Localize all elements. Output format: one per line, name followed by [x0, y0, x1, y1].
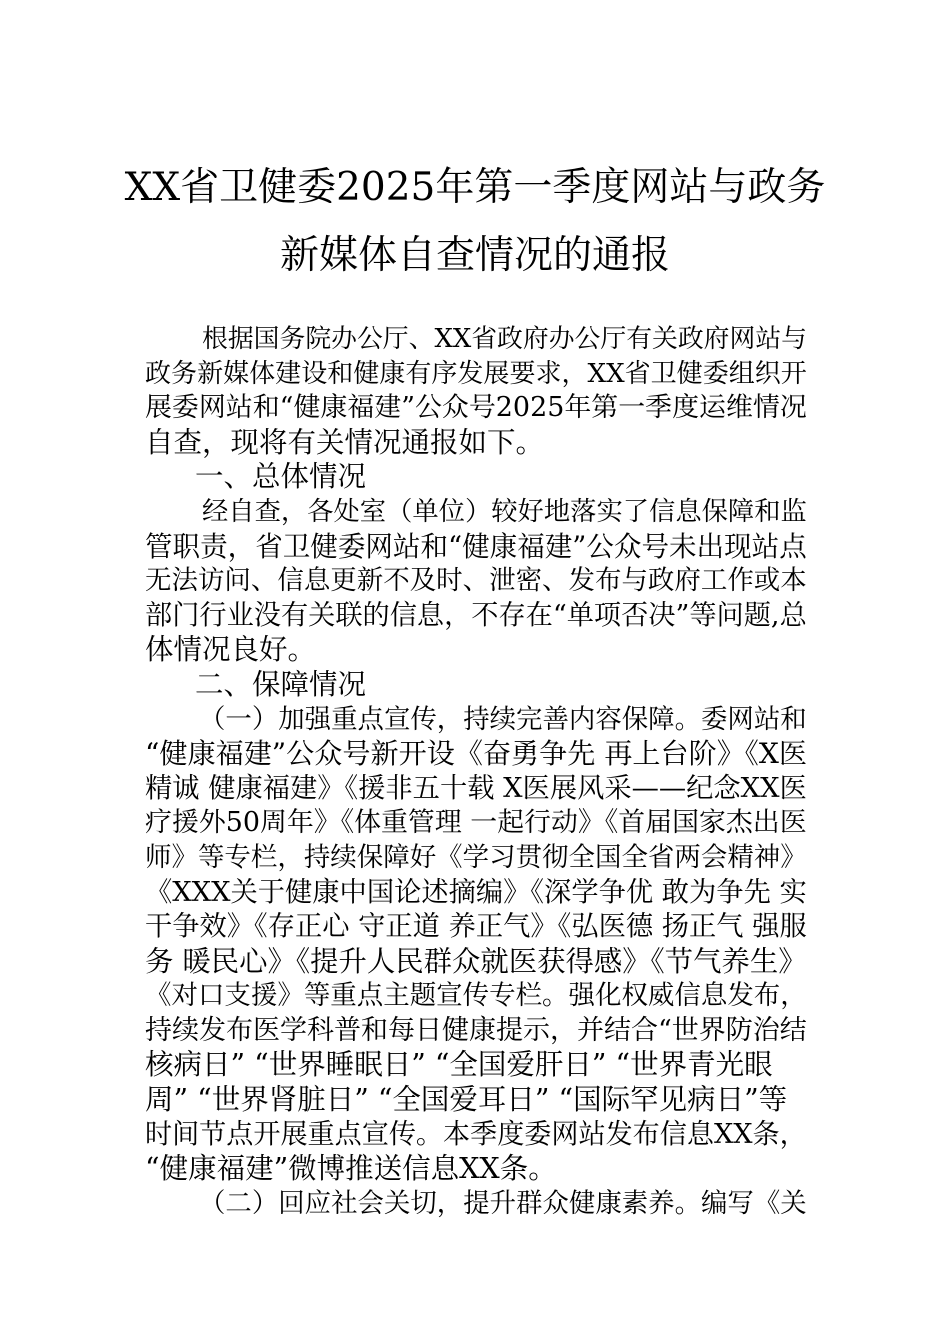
- subsection-heading: （二）回应社会关切，提升群众健康素养。编写《关: [199, 1187, 807, 1219]
- body-line: 无法访问、信息更新不及时、泄密、发布与政府工作或本: [145, 565, 807, 597]
- body-line: 师》等专栏，持续保障好《学习贯彻全国全省两会精神》: [145, 841, 807, 873]
- body-line: 持续发布医学科普和每日健康提示，并结合“世界防治结: [145, 1014, 807, 1046]
- body-line: 根据国务院办公厅、XX省政府办公厅有关政府网站与: [202, 324, 807, 354]
- section-heading: 一、总体情况: [195, 460, 367, 494]
- document-title-line-2: 新媒体自查情况的通报: [279, 233, 670, 278]
- subsection-heading: （一）加强重点宣传，持续完善内容保障。委网站和: [199, 703, 807, 735]
- body-line: 体情况良好。: [145, 633, 317, 667]
- body-line: 干争效》《存正心 守正道 养正气》《弘医德 扬正气 强服: [145, 911, 807, 943]
- body-line: 《对口支援》等重点主题宣传专栏。强化权威信息发布，: [145, 980, 807, 1012]
- body-line: 经自查，各处室（单位）较好地落实了信息保障和监: [202, 496, 807, 527]
- document-title-line-1: XX省卫健委2025年第一季度网站与政务: [124, 165, 826, 210]
- body-line: 政务新媒体建设和健康有序发展要求，XX省卫健委组织开: [145, 358, 807, 389]
- document-body: [145, 322, 807, 1221]
- body-line: 疗援外50周年》《体重管理 一起行动》《首届国家杰出医: [145, 807, 807, 839]
- body-line: 周” “世界肾脏日” “全国爱耳日” “国际罕见病日”等: [145, 1083, 788, 1117]
- body-line: 管职责，省卫健委网站和“健康福建”公众号未出现站点: [145, 530, 807, 563]
- body-line: 《XXX关于健康中国论述摘编》《深学争优 敢为争先 实: [145, 876, 807, 908]
- body-line: 时间节点开展重点宣传。本季度委网站发布信息XX条，: [145, 1118, 807, 1150]
- body-line: 部门行业没有关联的信息，不存在“单项否决”等问题,总: [145, 599, 807, 631]
- body-line: 自查，现将有关情况通报如下。: [145, 425, 545, 459]
- section-heading: 二、保障情况: [195, 667, 367, 701]
- body-line: “健康福建”公众号新开设《奋勇争先 再上台阶》《X医: [145, 737, 808, 771]
- body-line: “健康福建”微博推送信息XX条。: [145, 1152, 557, 1186]
- body-line: 核病日” “世界睡眠日” “全国爱肝日” “世界青光眼: [145, 1048, 773, 1082]
- body-line: 精诚 健康福建》《援非五十载 X医展风采——纪念XX医: [145, 772, 807, 804]
- body-line: 务 暖民心》《提升人民群众就医获得感》《节气养生》: [145, 944, 807, 978]
- body-line: 展委网站和“健康福建”公众号2025年第一季度运维情况: [145, 392, 807, 424]
